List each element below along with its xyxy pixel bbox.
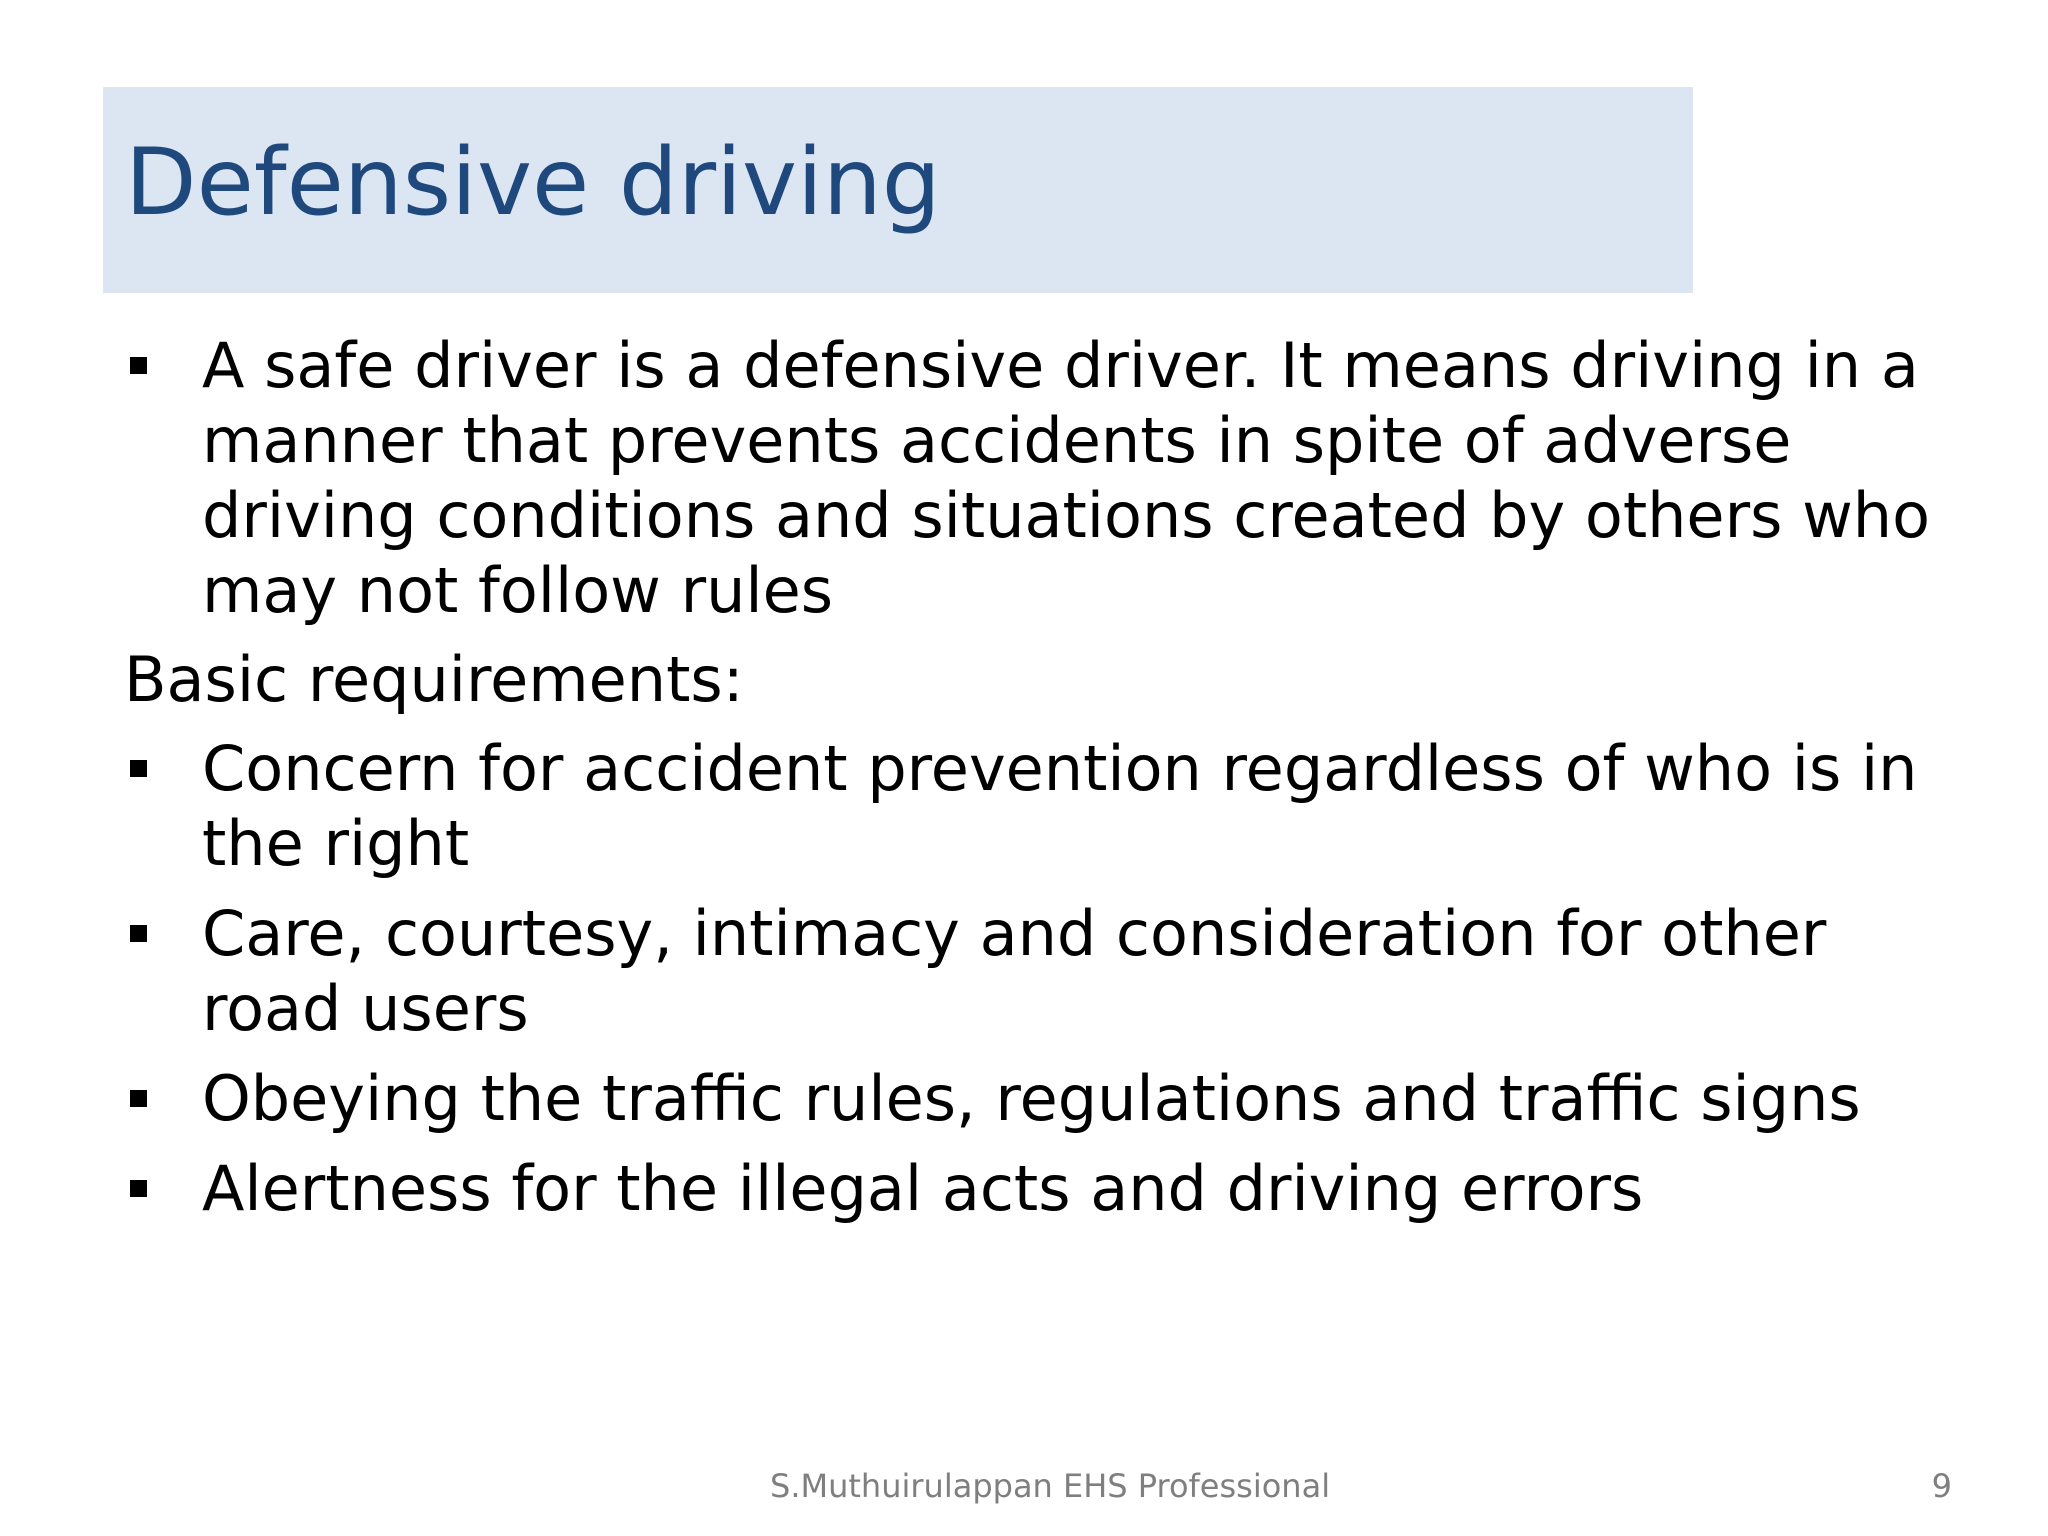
footer-author: S.Muthuirulappan EHS Professional xyxy=(770,1467,1331,1505)
page-number: 9 xyxy=(1931,1467,1952,1505)
slide-title: Defensive driving xyxy=(125,128,941,236)
bullet-item xyxy=(124,731,1944,881)
square-bullet-icon xyxy=(130,925,147,942)
bullet-text: Care, courtesy, intimacy and consideration for other road users xyxy=(202,897,1827,1045)
title-banner xyxy=(103,87,1693,293)
subheading: Basic requirements: xyxy=(124,643,744,716)
square-bullet-icon xyxy=(130,357,147,374)
square-bullet-icon xyxy=(130,1180,147,1197)
bullet-text: Obeying the traffic rules, regulations and traffic signs xyxy=(202,1062,1861,1135)
bullet-text: A safe driver is a defensive driver. It means driving in a manner that prevents accidents in spite of adverse driving conditions and situations created by others who may not follow rules xyxy=(202,329,1931,627)
bullet-text: Alertness for the illegal acts and driving errors xyxy=(202,1152,1644,1225)
bullet-text: Concern for accident prevention regardless of who is in the right xyxy=(202,732,1918,880)
slide-body xyxy=(124,328,1944,1226)
bullet-item xyxy=(124,896,1944,1046)
bullet-item xyxy=(124,1061,1944,1136)
bullet-item xyxy=(124,1151,1944,1226)
square-bullet-icon xyxy=(130,1090,147,1107)
square-bullet-icon xyxy=(130,760,147,777)
bullet-item xyxy=(124,328,1944,628)
